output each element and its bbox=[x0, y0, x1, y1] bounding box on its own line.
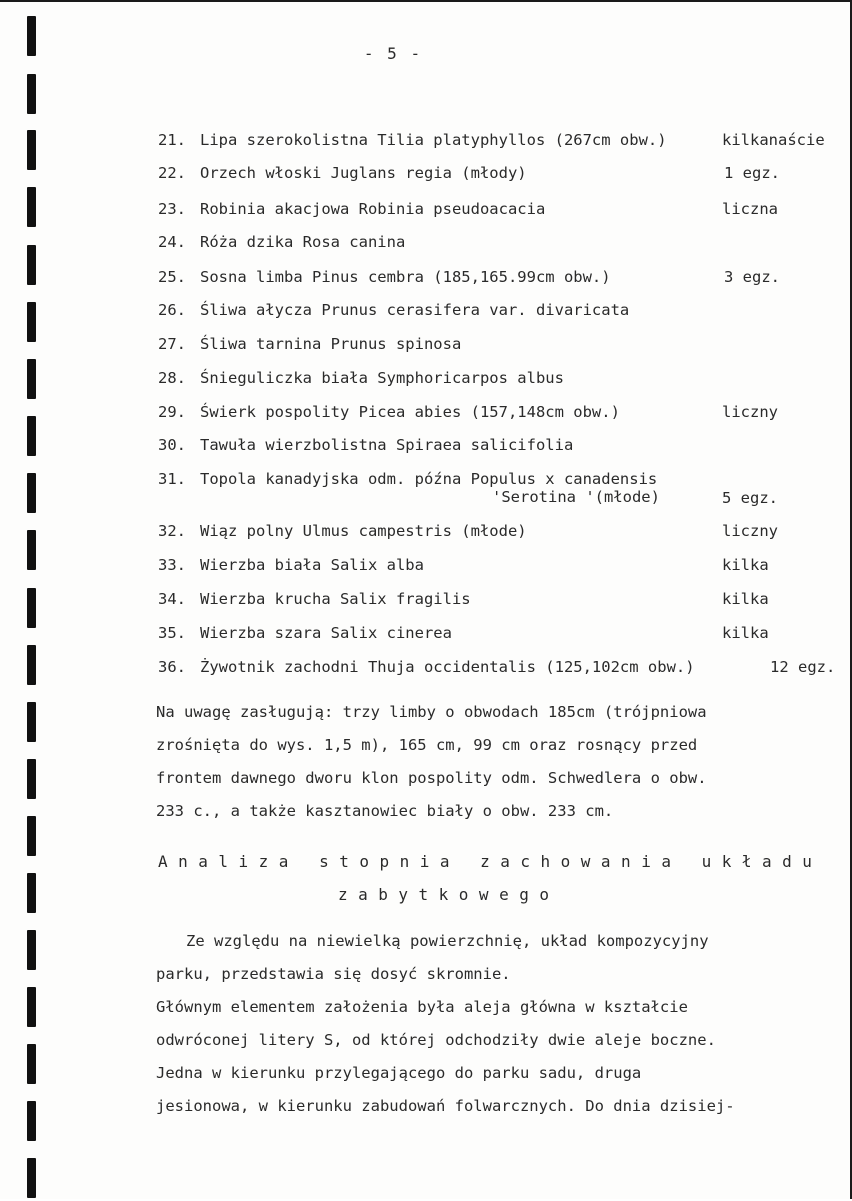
list-item bbox=[158, 335, 848, 359]
page-number: - 5 - bbox=[363, 44, 423, 63]
paragraph-line: Na uwagę zasługują: trzy limby o obwodach 185cm (trójpniowa bbox=[156, 703, 707, 721]
binding-hole bbox=[27, 930, 36, 970]
species-quantity: liczna bbox=[722, 200, 778, 218]
binding-hole bbox=[27, 987, 36, 1027]
species-name: Orzech włoski Juglans regia (młody) bbox=[200, 164, 527, 182]
species-name-continuation: 'Serotina '(młode) bbox=[492, 488, 660, 506]
species-quantity: liczny bbox=[722, 403, 778, 421]
notable-trees-paragraph bbox=[156, 696, 806, 828]
species-name: Robinia akacjowa Robinia pseudoacacia bbox=[200, 200, 546, 218]
species-name: Śnieguliczka biała Symphoricarpos albus bbox=[200, 369, 564, 387]
list-item bbox=[158, 369, 848, 393]
binding-holes bbox=[0, 2, 40, 1201]
paragraph-line: Jedna w kierunku przylegającego do parku sadu, druga bbox=[156, 1064, 642, 1082]
paragraph-line: odwróconej litery S, od której odchodziły dwie aleje boczne. bbox=[156, 1031, 716, 1049]
paragraph-line: Ze względu na niewielką powierzchnię, układ kompozycyjny bbox=[186, 932, 709, 950]
binding-hole bbox=[27, 245, 36, 285]
paragraph-line: zrośnięta do wys. 1,5 m), 165 cm, 99 cm oraz rosnący przed bbox=[156, 736, 698, 754]
list-item bbox=[158, 164, 848, 188]
list-item bbox=[158, 590, 848, 614]
binding-hole bbox=[27, 130, 36, 170]
species-name: Róża dzika Rosa canina bbox=[200, 233, 406, 251]
item-number: 30. bbox=[158, 436, 186, 454]
list-item bbox=[158, 301, 848, 325]
list-item bbox=[158, 556, 848, 580]
binding-hole bbox=[27, 187, 36, 227]
item-number: 32. bbox=[158, 522, 186, 540]
species-name: Tawuła wierzbolistna Spiraea salicifolia bbox=[200, 436, 574, 454]
species-quantity: liczny bbox=[722, 522, 778, 540]
list-item bbox=[158, 403, 848, 427]
section-heading: Analiza stopnia zachowania układu bbox=[158, 852, 823, 871]
species-name: Świerk pospolity Picea abies (157,148cm obw.) bbox=[200, 403, 620, 421]
item-number: 36. bbox=[158, 658, 186, 676]
binding-hole bbox=[27, 1158, 36, 1198]
species-name: Lipa szerokolistna Tilia platyphyllos (267cm obw.) bbox=[200, 131, 667, 149]
list-item bbox=[158, 233, 848, 257]
binding-hole bbox=[27, 873, 36, 913]
section-heading-continuation: zabytkowego bbox=[338, 885, 560, 904]
body-paragraph bbox=[156, 925, 806, 1123]
item-number: 35. bbox=[158, 624, 186, 642]
item-number: 31. bbox=[158, 470, 186, 488]
paragraph-line: Głównym elementem założenia była aleja główna w kształcie bbox=[156, 998, 688, 1016]
list-item bbox=[158, 470, 848, 512]
paragraph-line: 233 c., a także kasztanowiec biały o obw. 233 cm. bbox=[156, 802, 614, 820]
item-number: 21. bbox=[158, 131, 186, 149]
item-number: 22. bbox=[158, 164, 186, 182]
species-quantity: kilka bbox=[722, 556, 769, 574]
binding-hole bbox=[27, 588, 36, 628]
species-quantity: 3 egz. bbox=[724, 268, 780, 286]
list-item bbox=[158, 200, 848, 224]
list-item bbox=[158, 522, 848, 546]
binding-hole bbox=[27, 302, 36, 342]
species-name: Wierzba biała Salix alba bbox=[200, 556, 424, 574]
species-quantity: 12 egz. bbox=[770, 658, 836, 676]
species-name: Żywotnik zachodni Thuja occidentalis (125,102cm obw.) bbox=[200, 658, 695, 676]
binding-hole bbox=[27, 702, 36, 742]
binding-hole bbox=[27, 530, 36, 570]
species-quantity: 1 egz. bbox=[724, 164, 780, 182]
binding-hole bbox=[27, 816, 36, 856]
species-quantity: kilkanaście bbox=[722, 131, 825, 149]
binding-hole bbox=[27, 473, 36, 513]
item-number: 23. bbox=[158, 200, 186, 218]
species-quantity: kilka bbox=[722, 590, 769, 608]
binding-hole bbox=[27, 416, 36, 456]
species-quantity: kilka bbox=[722, 624, 769, 642]
list-item bbox=[158, 268, 848, 292]
list-item bbox=[158, 624, 848, 648]
species-name: Wiąz polny Ulmus campestris (młode) bbox=[200, 522, 527, 540]
item-number: 34. bbox=[158, 590, 186, 608]
item-number: 33. bbox=[158, 556, 186, 574]
binding-hole bbox=[27, 759, 36, 799]
species-name: Sosna limba Pinus cembra (185,165.99cm obw.) bbox=[200, 268, 611, 286]
species-name: Śliwa ałycza Prunus cerasifera var. divaricata bbox=[200, 301, 630, 319]
list-item bbox=[158, 131, 848, 155]
list-item bbox=[158, 658, 848, 682]
species-name: Topola kanadyjska odm. późna Populus x canadensis bbox=[200, 470, 658, 488]
binding-hole bbox=[27, 74, 36, 114]
binding-hole bbox=[27, 645, 36, 685]
item-number: 26. bbox=[158, 301, 186, 319]
paragraph-line: parku, przedstawia się dosyć skromnie. bbox=[156, 965, 511, 983]
item-number: 28. bbox=[158, 369, 186, 387]
item-number: 29. bbox=[158, 403, 186, 421]
list-item bbox=[158, 436, 848, 460]
binding-hole bbox=[27, 1044, 36, 1084]
paragraph-line: jesionowa, w kierunku zabudowań folwarcznych. Do dnia dzisiej- bbox=[156, 1097, 735, 1115]
item-number: 25. bbox=[158, 268, 186, 286]
species-quantity: 5 egz. bbox=[722, 489, 778, 507]
paragraph-line: frontem dawnego dworu klon pospolity odm. Schwedlera o obw. bbox=[156, 769, 707, 787]
species-name: Wierzba krucha Salix fragilis bbox=[200, 590, 471, 608]
binding-hole bbox=[27, 1101, 36, 1141]
species-name: Wierzba szara Salix cinerea bbox=[200, 624, 452, 642]
binding-hole bbox=[27, 359, 36, 399]
species-name: Śliwa tarnina Prunus spinosa bbox=[200, 335, 462, 353]
item-number: 24. bbox=[158, 233, 186, 251]
item-number: 27. bbox=[158, 335, 186, 353]
